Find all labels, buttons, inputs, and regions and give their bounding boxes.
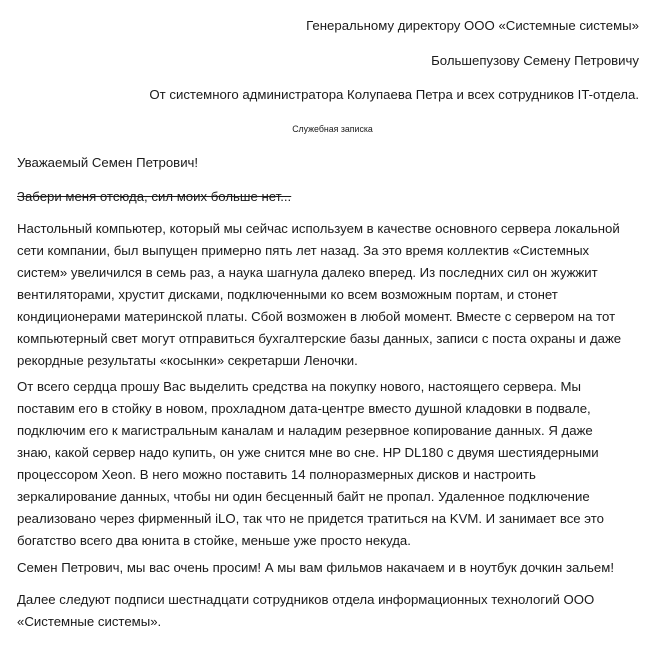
paragraph-2-line: зеркалирование данных, чтобы ни один бесценный байт не пропал. Удаленное подключение [17,489,590,504]
paragraph-1-line: Настольный компьютер, который мы сейчас используем в качестве основного сервера локальной [17,221,620,236]
addressee-name-line: Большепузову Семену Петровичу [431,53,639,68]
paragraph-2-line: богатство всего два юнита в стойке, меньше уже просто некуда. [17,533,411,548]
paragraph-2-line: поставим его в стойку в новом, прохладном дата-центре вместо душной кладовки в подвале, [17,401,591,416]
paragraph-1-line: кондиционерами материнской платы. Сбой возможен в любой момент. Вместе с сервером на тот [17,309,616,324]
plea-line: Семен Петрович, мы вас очень просим! А мы вам фильмов накачаем и в ноутбук дочкин зальем! [17,560,614,575]
closing-line: «Системные системы». [17,614,162,629]
paragraph-1-line: рекордные результаты «косынки» секретарши Леночки. [17,353,358,368]
greeting: Уважаемый Семен Петрович! [17,155,199,170]
sender-line: От системного администратора Колупаева Петра и всех сотрудников IT-отдела. [149,87,639,102]
paragraph-1 [17,218,649,372]
paragraph-2-line: подключим его к магистральным каналам и наладим резервное копирование данных. Я даже [17,423,593,438]
paragraph-2-line: знаю, какой сервер надо купить, он уже снится мне во сне. HP DL180 с двумя шестиядерными [17,445,599,460]
paragraph-1-line: компьютерный свет могут отправиться бухгалтерские базы данных, записи с поста охраны и даже [17,331,622,346]
closing-paragraph [17,589,649,633]
paragraph-1-line: вентиляторами, хрустит дисками, подключенными ко всем возможным портам, и стонет [17,287,558,302]
struck-through-line: Забери меня отсюда, сил моих больше нет... [17,189,292,204]
paragraph-1-line: систем» увеличился в семь раз, а наука шагнула далеко вперед. Из последних сил он жужжит [17,265,598,280]
paragraph-1-line: сети компании, был выпущен примерно пять лет назад. За это время коллектив «Системных [17,243,590,258]
addressee-line: Генеральному директору ООО «Системные системы» [306,18,639,33]
memo-title: Служебная записка [292,124,373,134]
paragraph-2-line: От всего сердца прошу Вас выделить средства на покупку нового, настоящего сервера. Мы [17,379,581,394]
paragraph-2-line: реализовано через фирменный iLO, так что не придется тратиться на KVM. И занимает все это [17,511,604,526]
closing-line: Далее следуют подписи шестнадцати сотрудников отдела информационных технологий ООО [17,592,595,607]
paragraph-2-line: процессором Xeon. В него можно поставить 14 полноразмерных дисков и настроить [17,467,536,482]
paragraph-2 [17,376,649,552]
